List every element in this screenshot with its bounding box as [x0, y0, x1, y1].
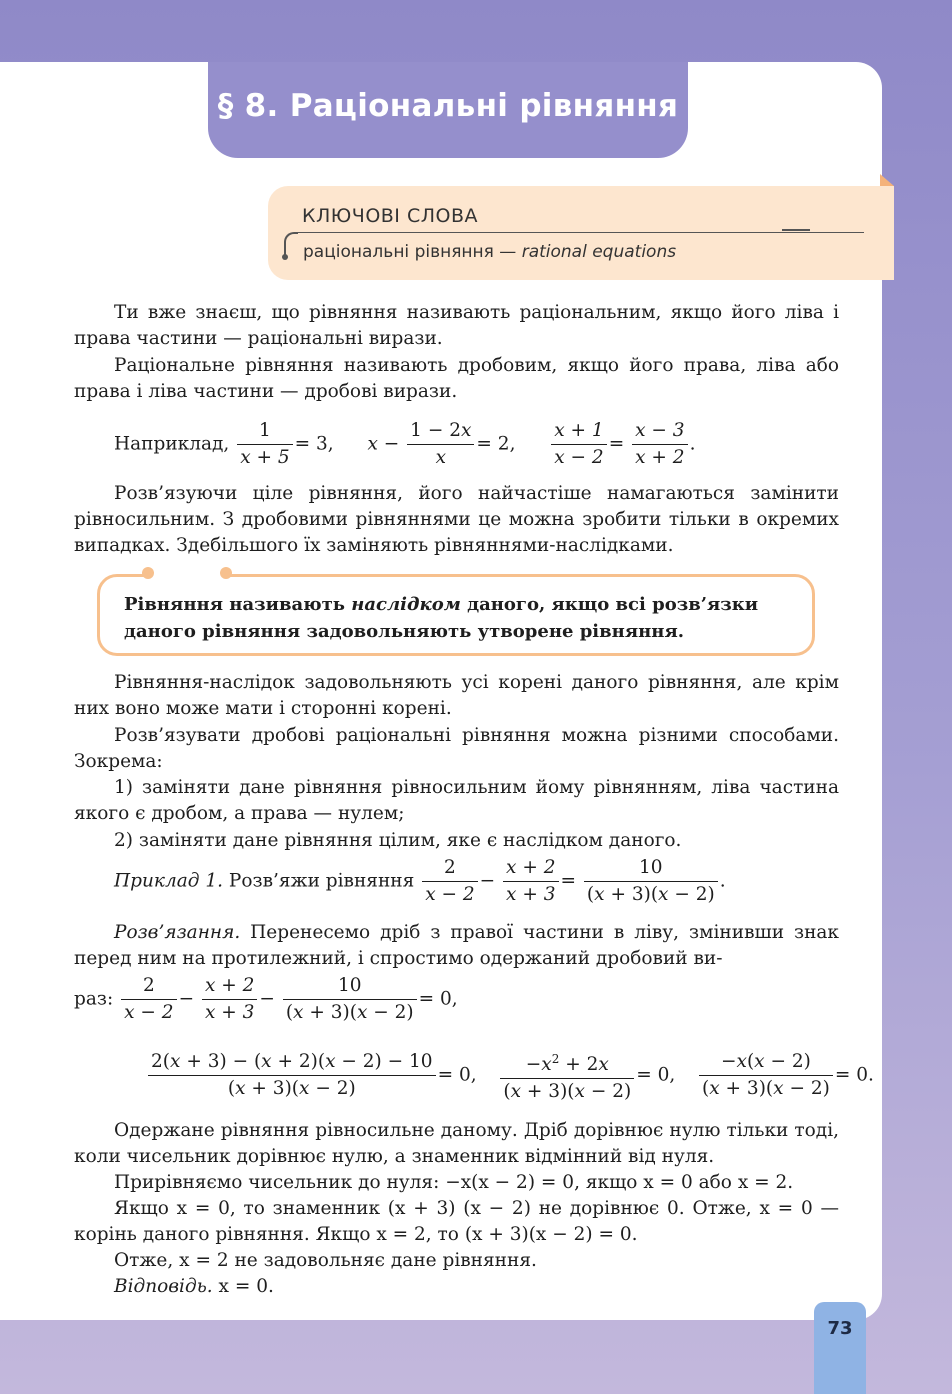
paragraph-9: Прирівняємо чисельник до нуля: −x(x − 2) = 0, якщо x = 0 або x = 2. [114, 1172, 794, 1193]
solution [74, 920, 839, 972]
keywords-heading: КЛЮЧОВІ СЛОВА [302, 205, 478, 227]
keywords-divider [296, 232, 864, 233]
keywords-fold [880, 174, 894, 186]
definition-dot [142, 567, 154, 579]
keywords-divider-accent [782, 229, 810, 231]
fraction: $\frac{x - 3}{x + 2}$ [632, 418, 687, 471]
solution-text: Перенесемо дріб з правої частини в ліву, змінивши знак перед ним на протилежний, і спростимо одержаний дробовий ви- [74, 922, 839, 969]
example-1: Приклад 1. Розв’яжи рівняння $\frac{2}{x - 2}$ − $\frac{x + 2}{x + 3}$ = $\frac{10}{(x + 3)(x - 2)}$ . [114, 855, 726, 908]
example-intro: Наприклад, [114, 433, 230, 455]
fraction: $\frac{x + 2}{x + 3}$ [202, 973, 257, 1026]
page-number: 73 [827, 1318, 853, 1339]
keyword-ua: раціональні рівняння — [303, 242, 517, 262]
definition-dot [220, 567, 232, 579]
simplification-chain: $\frac{2(x + 3) - (x + 2)(x - 2) - 10}{(x + 3)(x - 2)}$ = 0, $\frac{-x^2 + 2x}{(x + 3)(x - 2)}$ = 0, $\frac{-x(x - 2)}{(x + 3)(x - 2)}$ = 0. [146, 1046, 874, 1105]
keywords-bracket [284, 232, 298, 256]
solution-expression: раз: $\frac{2}{x - 2}$ − $\frac{x + 2}{x + 3}$ − $\frac{10}{(x + 3)(x - 2)}$ = 0, [74, 973, 458, 1026]
fraction: $\frac{1 - 2x}{x}$ [407, 418, 474, 471]
solution-cont: раз: [74, 988, 114, 1010]
fraction: $\frac{2}{x - 2}$ [422, 855, 477, 908]
paragraph-7: 2) заміняти дане рівняння цілим, яке є наслідком даного. [114, 830, 682, 851]
fraction: $\frac{10}{(x + 3)(x - 2)}$ [283, 973, 417, 1026]
answer [74, 1274, 839, 1300]
paragraph-10: Якщо x = 0, то знаменник (x + 3) (x − 2) не дорівнює 0. Отже, x = 0 — корінь даного рівняння. Якщо x = 2, то (x + 3)(x − 2) = 0. [74, 1198, 839, 1245]
definition-term: наслідком [351, 594, 461, 615]
paragraph-1: Ти вже знаєш, що рівняння називають раціональним, якщо його ліва і права частини — раціональні вирази. [74, 302, 839, 349]
paragraph-4: Рівняння-наслідок задовольняють усі корені даного рівняння, але крім них воно може мати і сторонні корені. [74, 672, 839, 719]
solution-label: Розв’язання. [114, 922, 241, 943]
page-number-tab [814, 1302, 866, 1394]
keywords-box [268, 186, 894, 280]
example-1-label: Приклад 1. [114, 870, 224, 892]
fraction: $\frac{10}{(x + 3)(x - 2)}$ [584, 855, 718, 908]
fraction: $\frac{-x(x - 2)}{(x + 3)(x - 2)}$ [699, 1049, 833, 1102]
fraction: $\frac{x + 2}{x + 3}$ [503, 855, 558, 908]
fraction: $\frac{x + 1}{x - 2}$ [551, 418, 606, 471]
example-1-text: Розв’яжи рівняння [228, 870, 415, 892]
fraction: $\frac{2(x + 3) - (x + 2)(x - 2) - 10}{(x + 3)(x - 2)}$ [148, 1049, 436, 1102]
example-formulas: Наприклад, $\frac{1}{x + 5}$ = 3, x − $\frac{1 - 2x}{x}$ = 2, $\frac{x + 1}{x - 2}$ = $\frac{x - 3}{x + 2}$ . [114, 418, 695, 471]
paragraph-2: Раціональне рівняння називають дробовим, якщо його права, ліва або права і ліва частини — дробові вирази. [74, 355, 839, 402]
definition-box-gap [152, 571, 222, 579]
keywords-bullet [282, 254, 288, 260]
definition-part1: Рівняння називають [124, 594, 345, 615]
fraction: $\frac{1}{x + 5}$ [237, 418, 292, 471]
definition-part2: даного, якщо всі розв’язки даного рівняння задовольняють утворене рівняння. [124, 594, 759, 642]
paragraph-3: Розв’язуючи ціле рівняння, його найчастіше намагаються замінити рівносильним. З дробовими рівняннями це можна зробити тільки в окремих випадках. Здебільшого їх заміняють рівняннями-наслідками. [74, 483, 839, 556]
paragraph-6: 1) заміняти дане рівняння рівносильним йому рівнянням, ліва частина якого є дробом, а права — нулем; [74, 777, 839, 824]
answer-value: x = 0. [218, 1276, 274, 1297]
paragraph-5: Розв’язувати дробові раціональні рівняння можна різними способами. Зокрема: [74, 725, 839, 772]
fraction: $\frac{-x^2 + 2x}{(x + 3)(x - 2)}$ [500, 1046, 634, 1105]
keyword-item [303, 242, 676, 262]
paragraph-11: Отже, x = 2 не задовольняє дане рівняння. [114, 1250, 537, 1271]
fraction: $\frac{2}{x - 2}$ [121, 973, 176, 1026]
answer-label: Відповідь. [114, 1276, 213, 1297]
keyword-en: rational equations [521, 242, 677, 262]
section-title: § 8. Раціональні рівняння [217, 88, 679, 124]
paragraph-8: Одержане рівняння рівносильне даному. Дріб дорівнює нулю тільки тоді, коли чисельник дорівнює нулю, а знаменник відмінний від нуля. [74, 1120, 839, 1167]
definition-text [124, 591, 794, 645]
